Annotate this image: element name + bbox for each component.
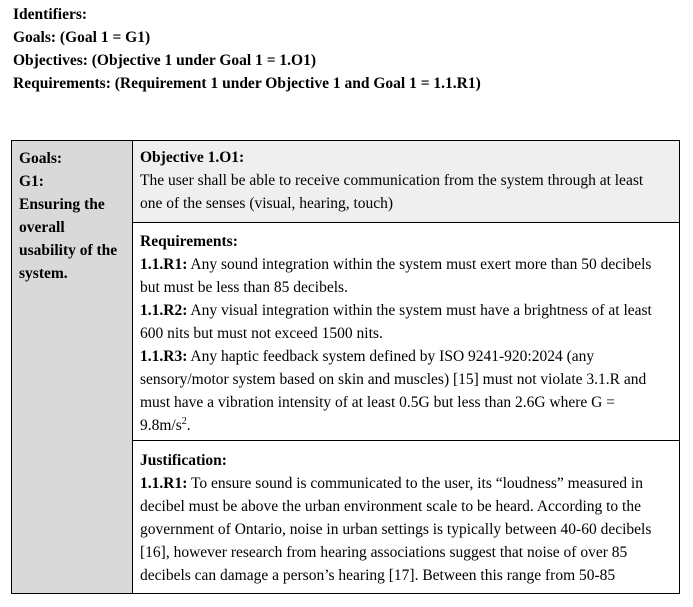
requirement-item — [140, 345, 669, 437]
requirement-item — [140, 299, 669, 345]
requirement-item — [140, 253, 669, 299]
justification-text: To ensure sound is communicated to the user, its “loudness” measured in decibel must be above the urban environment scale to be heard. According to the government of Ontario, noise in urban settings is typically between 40-60 decibels [16], however research from hearing associations suggest that noise of over 85 decibels can damage a person’s hearing [17]. Between this range from 50-85 — [140, 475, 652, 584]
identifiers-objectives: Objectives: (Objective 1 under Goal 1 = 1.O1) — [13, 52, 316, 69]
justification-cell — [133, 441, 679, 593]
goal-table — [11, 140, 680, 594]
requirement-id: 1.1.R1: — [140, 256, 188, 273]
justification-item — [140, 472, 669, 587]
objective-title: Objective 1.O1: — [140, 149, 245, 166]
goal-id: G1: — [19, 173, 44, 190]
goal-desc-line: Ensuring the — [19, 196, 105, 213]
requirement-text: Any visual integration within the system must have a brightness of at least 600 nits but must not exceed 1500 nits. — [140, 302, 652, 342]
superscript: 2 — [181, 415, 187, 427]
requirement-id: 1.1.R3: — [140, 348, 188, 365]
justification-id: 1.1.R1: — [140, 475, 188, 492]
requirements-title: Requirements: — [140, 233, 238, 250]
identifiers-block — [13, 3, 481, 95]
goal-label: Goals: — [19, 150, 63, 167]
justification-title: Justification: — [140, 452, 227, 469]
objective-text: The user shall be able to receive communication from the system through at least one of the senses (visual, hearing, touch) — [140, 172, 644, 212]
identifiers-requirements: Requirements: (Requirement 1 under Objective 1 and Goal 1 = 1.1.R1) — [13, 75, 481, 92]
requirement-tail: . — [186, 417, 191, 434]
requirement-id: 1.1.R2: — [140, 302, 188, 319]
requirements-cell — [133, 223, 679, 441]
objective-cell — [133, 141, 679, 223]
requirement-text: Any haptic feedback system defined by ISO 9241-920:2024 (any sensory/motor system based on skin and muscles) [15] must not violate 3.1.R and must have a vibration intensity of at least 0.5G but less than 2.6G where G = 9.8m/s — [140, 348, 647, 434]
identifiers-goals: Goals: (Goal 1 = G1) — [13, 29, 151, 46]
requirement-text: Any sound integration within the system must exert more than 50 decibels but must be less than 85 decibels. — [140, 256, 652, 296]
goal-column — [12, 141, 133, 593]
identifiers-heading: Identifiers: — [13, 6, 88, 23]
goal-desc-line: overall — [19, 219, 65, 236]
goal-desc-line: system. — [19, 265, 68, 282]
goal-desc-line: usability of the — [19, 242, 118, 259]
